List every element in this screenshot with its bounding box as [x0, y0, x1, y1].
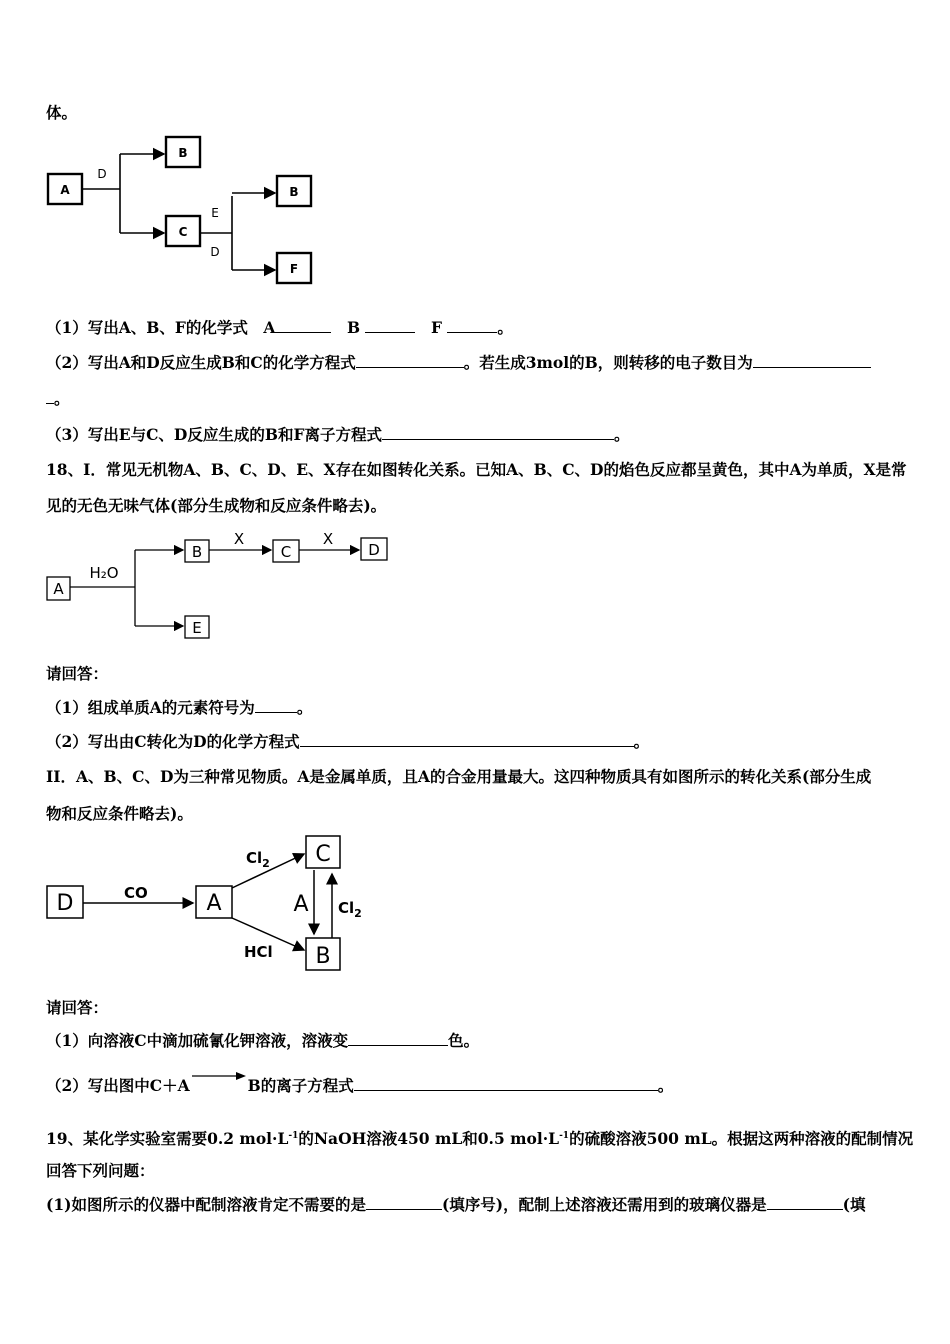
q19-line1 [46, 1126, 913, 1149]
q18-intro-line2: 见的无色无味气体(部分生成物和反应条件略去)。 [46, 496, 387, 515]
blank-electrons-cont[interactable] [46, 389, 54, 404]
label-F: F [289, 262, 299, 276]
q17-p1-a: （1）写出A、B、F的化学式 A [46, 318, 276, 337]
q17-diagram [40, 130, 330, 290]
blank-ionic-equation-CA[interactable] [354, 1076, 658, 1091]
answer-prompt-1: 请回答： [46, 664, 109, 683]
reaction-arrow [190, 1077, 248, 1091]
edge-X1: X [233, 530, 245, 548]
q17-part3 [46, 425, 630, 445]
blank-F[interactable] [447, 318, 497, 333]
blank-C-to-D-equation[interactable] [300, 732, 634, 747]
q17-p1-b: B [331, 318, 366, 337]
q18-q1-a: （1）组成单质A的元素符号为 [46, 698, 255, 717]
q17-p2-a: （2）写出A和D反应生成B和C的化学方程式 [46, 353, 356, 372]
edge-Cl2-top: $Cl_2$ [246, 849, 270, 870]
q19-line3-b: (填序号)，配制上述溶液还需用到的玻璃仪器是 [441, 1195, 767, 1214]
q18-intro-line1: 18、I．常见无机物A、B、C、D、E、X存在如图转化关系。已知A、B、C、D的焰色反应都呈黄色，其中A为单质，X是常 [46, 460, 907, 479]
q18-diagram-1 [40, 530, 400, 645]
q17-p3-a: （3）写出E与C、D反应生成的B和F离子方程式 [46, 425, 382, 444]
label-D: D [56, 891, 74, 916]
edge-A-mid: A [293, 892, 309, 917]
blank-element-symbol[interactable] [255, 698, 297, 713]
q19-line3-c: (填 [842, 1195, 866, 1214]
label-B-right: B [289, 185, 299, 199]
q17-p3-end: 。 [613, 425, 630, 444]
edge-D-top: D [97, 167, 107, 181]
q18-q2-end: 。 [633, 732, 650, 751]
edge-Cl2-right: $Cl_2$ [338, 899, 362, 920]
q18-diagram-2 [40, 830, 380, 980]
blank-unneeded-instrument[interactable] [366, 1195, 442, 1210]
q18-q4 [46, 1076, 673, 1096]
edge-E: E [211, 206, 219, 220]
q17-p2-b: 。若生成3mol的B，则转移的电子数目为 [463, 353, 753, 372]
label-A: A [206, 891, 222, 916]
edge-X2: X [322, 530, 334, 548]
q18-q2-a: （2）写出由C转化为D的化学方程式 [46, 732, 300, 751]
q18-q2 [46, 732, 649, 752]
q17-part2-cont [46, 389, 70, 409]
q17-p2-cont: 。 [54, 389, 70, 408]
q19-sup2: -1 [559, 1131, 570, 1141]
q19-line3-a: (1)如图所示的仪器中配制溶液肯定不需要的是 [46, 1195, 366, 1214]
edge-D-bottom: D [210, 245, 220, 259]
blank-electrons[interactable] [753, 353, 871, 368]
q19-line1-a: 19、某化学实验室需要0.2 mol·L [46, 1129, 289, 1149]
label-E: E [192, 619, 202, 637]
label-A: A [53, 580, 64, 598]
q18-q4-a: （2）写出图中C＋A [46, 1076, 190, 1095]
q19-line1-c: 的硫酸溶液500 mL。根据这两种溶液的配制情况 [569, 1129, 914, 1149]
edge-CO: CO [124, 884, 148, 902]
q18-q4-end: 。 [657, 1076, 674, 1095]
label-B: B [191, 543, 203, 561]
blank-glassware[interactable] [767, 1195, 843, 1210]
label-C: C [178, 225, 188, 239]
q19-line3 [46, 1195, 865, 1215]
q18-q1-end: 。 [296, 698, 313, 717]
text-fragment: 体。 [46, 103, 78, 122]
q19-line2: 回答下列问题： [46, 1161, 155, 1180]
q18-q3-end: 色。 [448, 1031, 480, 1050]
q19-sup1: -1 [288, 1131, 299, 1141]
blank-color[interactable] [348, 1031, 448, 1046]
q17-p1-c: F [415, 318, 448, 337]
q19-line1-b: 的NaOH溶液450 mL和0.5 mol·L [298, 1129, 560, 1149]
q17-p1-end: 。 [497, 318, 513, 337]
q17-part2 [46, 353, 871, 373]
blank-A[interactable] [275, 318, 331, 333]
q18-part2-line2: 物和反应条件略去)。 [46, 804, 193, 823]
label-D: D [368, 541, 380, 559]
label-B: B [315, 944, 331, 969]
q18-part2-line1: II．A、B、C、D为三种常见物质。A是金属单质，且A的合金用量最大。这四种物质具有如图所示的转化关系(部分生成 [46, 767, 872, 786]
q18-q1 [46, 698, 312, 718]
blank-equation-AD[interactable] [356, 353, 464, 368]
blank-B[interactable] [365, 318, 415, 333]
edge-HCl: HCl [244, 943, 273, 961]
label-A: A [60, 183, 70, 197]
edge-water: H₂O [89, 564, 119, 582]
q18-q4-b: B的离子方程式 [247, 1076, 354, 1095]
q18-q3 [46, 1031, 479, 1051]
q17-part1 [46, 318, 513, 338]
blank-ionic-equation[interactable] [382, 425, 614, 440]
answer-prompt-2: 请回答： [46, 998, 109, 1017]
q18-q3-a: （1）向溶液C中滴加硫氰化钾溶液，溶液变 [46, 1031, 349, 1050]
label-C: C [315, 842, 331, 867]
label-B-upper: B [178, 146, 188, 160]
label-C: C [280, 543, 292, 561]
